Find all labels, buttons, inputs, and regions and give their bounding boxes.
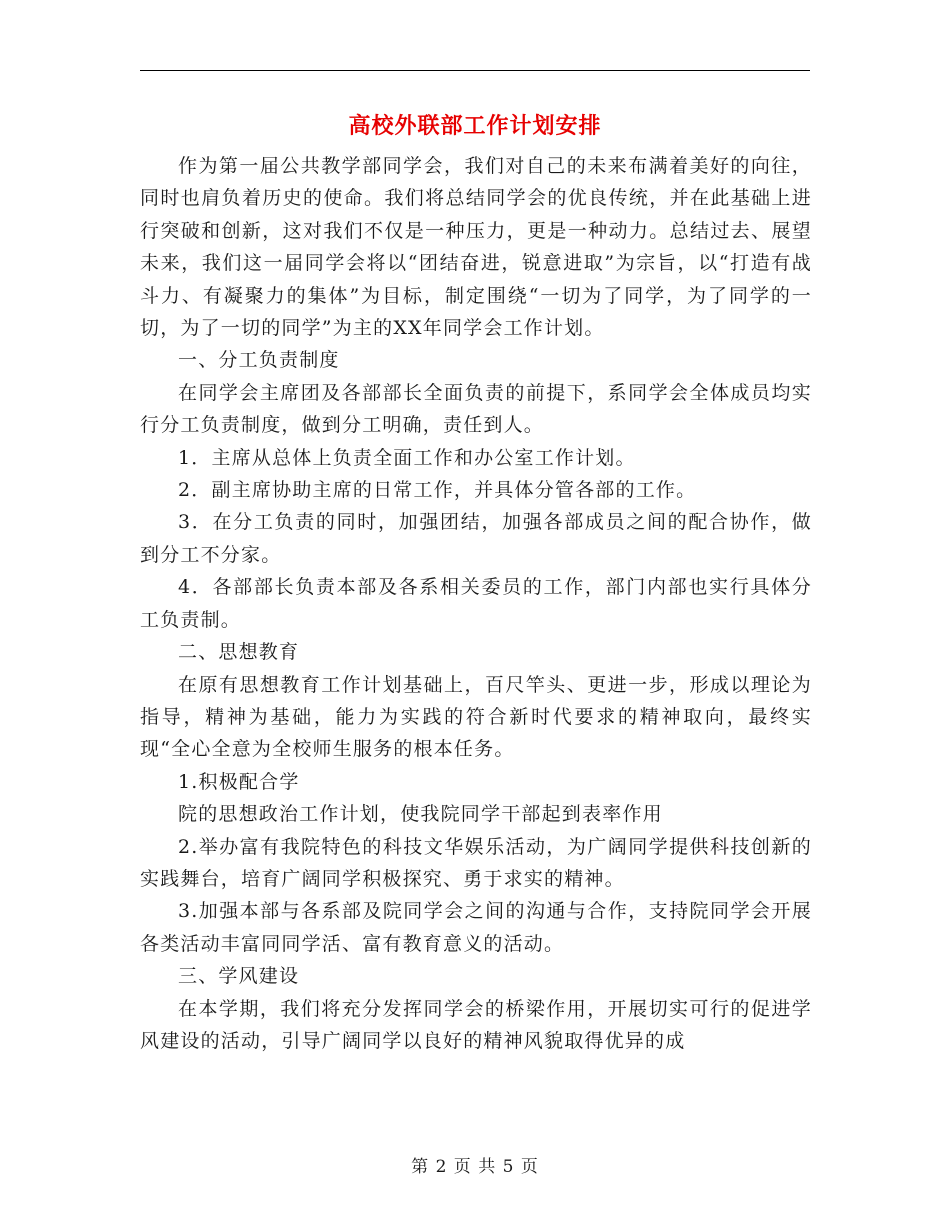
section-heading-3: 三、学风建设 [178,965,300,988]
document-body [140,150,812,1057]
header-rule [140,70,810,71]
list-item: 3.加强本部与各系部及院同学会之间的沟通与合作，支持院同学会开展各类活动丰富同同学活、富有教育意义的活动。 [140,900,812,955]
list-item: 3．在分工负责的同时，加强团结，加强各部成员之间的配合协作，做到分工不分家。 [140,511,812,566]
document-title: 高校外联部工作计划安排 [348,113,602,139]
paragraph: 院的思想政治工作计划，使我院同学干部起到表率作用 [178,803,663,826]
list-item: 2.举办富有我院特色的科技文华娱乐活动，为广阔同学提供科技创新的实践舞台，培育广阔同学积极探究、勇于求实的精神。 [140,835,812,890]
list-item: 4．各部部长负责本部及各系相关委员的工作，部门内部也实行具体分工负责制。 [140,576,812,631]
list-item: 1．主席从总体上负责全面工作和办公室工作计划。 [178,446,636,469]
page-number: 第 2 页 共 5 页 [411,1157,539,1177]
paragraph: 在本学期，我们将充分发挥同学会的桥梁作用，开展切实可行的促进学风建设的活动，引导广阔同学以良好的精神风貌取得优异的成 [140,997,812,1052]
list-item: 2．副主席协助主席的日常工作，并具体分管各部的工作。 [178,479,697,502]
paragraph: 在同学会主席团及各部部长全面负责的前提下，系同学会全体成员均实行分工负责制度，做到分工明确，责任到人。 [140,381,812,437]
paragraph-intro: 作为第一届公共教学部同学会，我们对自己的未来布满着美好的向往，同时也肩负着历史的使命。我们将总结同学会的优良传统，并在此基础上进行突破和创新，这对我们不仅是一种压力，更是一种动力。总结过去、展望未来，我们这一届同学会将以“团结奋进，锐意进取”为宗旨，以“打造有战斗力、有凝聚力的集体”为目标，制定围绕“一切为了同学，为了同学的一切，为了一切的同学”为主的XX年同学会工作计划。 [140,155,812,340]
paragraph: 在原有思想教育工作计划基础上，百尺竿头、更进一步，形成以理论为指导，精神为基础，能力为实践的符合新时代要求的精神取向，最终实现“全心全意为全校师生服务的根本任务。 [140,673,812,761]
section-heading-1: 一、分工负责制度 [178,349,340,372]
list-item: 1.积极配合学 [178,770,300,793]
section-heading-2: 二、思想教育 [178,641,300,664]
